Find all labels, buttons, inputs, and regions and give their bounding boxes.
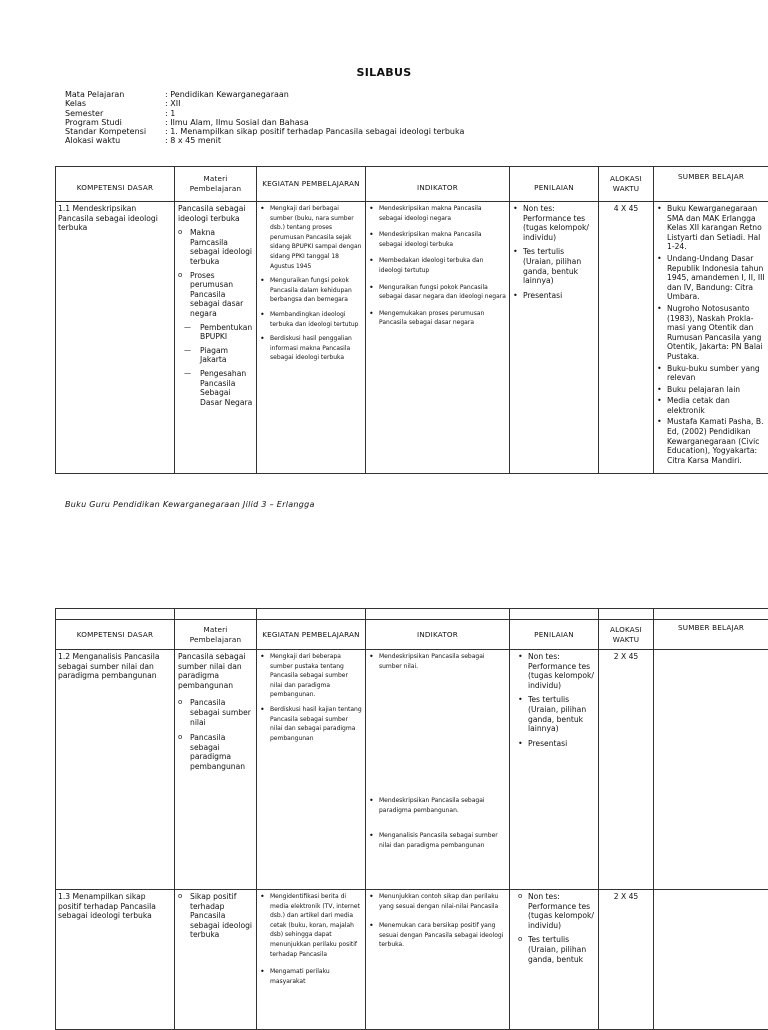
list-item: • Mendeskripsikan makna Pancasila sebagai ideologi terbuka [369, 230, 506, 249]
meta-row: Semester : 1 [65, 109, 464, 118]
penilaian-cell [510, 890, 599, 1030]
list-item: • Mengkaji dari beberapa sumber pustaka tentang Pancasila sebagai sumber nilai dan paradigma pembangunan. [260, 652, 362, 700]
header-kegiatan: KEGIATAN PEMBELAJARAN [257, 167, 366, 202]
indikator-cell [366, 650, 510, 890]
penilaian-cell [510, 650, 599, 890]
list-item: • Berdiskusi hasil penggalian informasi makna Pancasila sebagai ideologi terbuka [260, 334, 362, 363]
list-item: • Membandingkan ideologi terbuka dan ideologi tertutup [260, 310, 362, 329]
header-alokasi: ALOKASI WAKTU [599, 167, 654, 202]
list-item: • Presentasi [513, 291, 595, 301]
sumber-cell [654, 202, 768, 474]
alokasi-cell: 2 X 45 [599, 650, 654, 890]
list-item: • Presentasi [518, 739, 595, 749]
header-alokasi: ALOKASI WAKTU [599, 620, 654, 650]
meta-row: Standar Kompetensi : 1. Menampilkan sikap positif terhadap Pancasila sebagai ideologi terbuka [65, 127, 464, 136]
kompetensi-cell: 1.1 Mendeskripsikan Pancasila sebagai ideologi terbuka [56, 202, 175, 474]
list-item: • Mengamati perilaku masyarakat [260, 967, 362, 986]
header-sumber: SUMBER BELAJAR [654, 167, 768, 202]
list-item: o Proses perumusan Pancasila sebagai dasar negara [178, 271, 253, 319]
syllabus-table-2 [55, 608, 768, 1030]
list-item: • Mengkaji dari berbagai sumber (buku, nara sumber dsb.) tentang proses perumusan Pancasila sejak sidang BPUPKI sampai dengan sidang PPKI tanggal 18 Agustus 1945 [260, 204, 362, 271]
page-title: SILABUS [0, 66, 768, 79]
list-item: • Mendeskripsikan Pancasila sebagai sumber nilai. [369, 652, 506, 671]
sumber-cell [654, 890, 768, 1030]
list-item: • Non tes: Performance tes (tugas kelompok/ individu) [513, 204, 595, 242]
list-item: o Pancasila sebagai sumber nilai [178, 698, 253, 727]
table-row [56, 890, 768, 1030]
list-item: • Berdiskusi hasil kajian tentang Pancasila sebagai sumber nilai dan sebagai paradigma pembangunan [260, 705, 362, 743]
header-materi: Materi Pembelajaran [175, 620, 257, 650]
list-item: • Nugroho Notosusanto (1983), Naskah Prokla-masi yang Otentik dan Rumusan Pancasila yang Otentik, Jakarta: PN Balai Pustaka. [657, 304, 765, 362]
list-item: • Mendeskripsikan Pancasila sebagai paradigma pembangunan. [369, 796, 506, 815]
header-penilaian: PENILAIAN [510, 620, 599, 650]
list-item: • Mendeskripsikan makna Pancasila sebagai ideologi negara [369, 204, 506, 223]
meta-row: Kelas : XII [65, 99, 464, 108]
header-kompetensi: KOMPETENSI DASAR [56, 167, 175, 202]
header-indikator: INDIKATOR [366, 167, 510, 202]
list-item: • Buku pelajaran lain [657, 385, 765, 395]
indikator-cell [366, 202, 510, 474]
list-item: o Makna Pamcasila sebagai ideologi terbuka [178, 228, 253, 266]
table-header-row [56, 167, 768, 202]
list-item: o Tes tertulis (Uraian, pilihan ganda, bentuk [518, 935, 595, 964]
list-item: o Pancasila sebagai paradigma pembangunan [178, 733, 253, 771]
table-header-row [56, 620, 768, 650]
list-item: — Pengesahan Pancasila Sebagai Dasar Negara [184, 369, 253, 407]
table-row [56, 202, 768, 474]
syllabus-meta [65, 90, 464, 146]
sumber-cell [654, 650, 768, 890]
kompetensi-cell: 1.3 Menampilkan sikap positif terhadap Pancasila sebagai ideologi terbuka [56, 890, 175, 1030]
header-penilaian: PENILAIAN [510, 167, 599, 202]
footer-note: Buku Guru Pendidikan Kewarganegaraan Jilid 3 – Erlangga [65, 500, 315, 509]
materi-cell [175, 202, 257, 474]
list-item: • Non tes: Performance tes (tugas kelompok/ individu) [518, 652, 595, 690]
list-item: • Media cetak dan elektronik [657, 396, 765, 415]
list-item: • Buku Kewarganegaraan SMA dan MAK Erlangga Kelas XII karangan Retno Listyarti dan Setiadi. Hal 1-24. [657, 204, 765, 252]
list-item: • Menunjukkan contoh sikap dan perilaku yang sesuai dengan nilai-nilai Pancasila [369, 892, 506, 911]
list-item: o Non tes: Performance tes (tugas kelompok/ individu) [518, 892, 595, 930]
list-item: • Undang-Undang Dasar Republik Indonesia tahun 1945, amandemen I, II, III dan IV, Bandung: Citra Umbara. [657, 254, 765, 302]
header-kegiatan: KEGIATAN PEMBELAJARAN [257, 620, 366, 650]
table-row [56, 650, 768, 890]
penilaian-cell [510, 202, 599, 474]
list-item: — Pembentukan BPUPKI [184, 323, 253, 342]
header-indikator: INDIKATOR [366, 620, 510, 650]
materi-cell [175, 890, 257, 1030]
header-sumber: SUMBER BELAJAR [654, 620, 768, 650]
list-item: • Menganalisis Pancasila sebagai sumber nilai dan paradigma pembangunan [369, 831, 506, 850]
list-item: • Mengidentifikasi berita di media elektronik (TV, internet dsb.) dan artikel dari media cetak (buku, koran, majalah dsb) sehingga dapat menunjukkan perilaku positif terhadap Pancasila [260, 892, 362, 959]
list-item: • Menguraikan fungsi pokok Pancasila dalam kehidupan berbangsa dan bernegara [260, 276, 362, 305]
header-materi: Materi Pembelajaran [175, 167, 257, 202]
materi-intro: Pancasila sebagai ideologi terbuka [178, 204, 253, 223]
list-item: • Tes tertulis (Uraian, pilihan ganda, bentuk lainnya) [518, 695, 595, 733]
meta-row: Mata Pelajaran : Pendidikan Kewarganegaraan [65, 90, 464, 99]
alokasi-cell: 4 X 45 [599, 202, 654, 474]
list-item: • Buku-buku sumber yang relevan [657, 364, 765, 383]
header-kompetensi: KOMPETENSI DASAR [56, 620, 175, 650]
meta-row: Alokasi waktu : 8 x 45 menit [65, 136, 464, 145]
kegiatan-cell [257, 890, 366, 1030]
list-item: • Mengemukakan proses perumusan Pancasila sebagai dasar negara [369, 309, 506, 328]
list-item: • Membedakan ideologi terbuka dan ideologi tertutup [369, 256, 506, 275]
list-item: — Piagam Jakarta [184, 346, 253, 365]
meta-row: Program Studi : Ilmu Alam, Ilmu Sosial dan Bahasa [65, 118, 464, 127]
list-item: • Menguraikan fungsi pokok Pancasila sebagai dasar negara dan ideologi negara [369, 283, 506, 302]
list-item: • Tes tertulis (Uraian, pilihan ganda, bentuk lainnya) [513, 247, 595, 285]
indikator-cell [366, 890, 510, 1030]
table-spacer-row [56, 609, 768, 620]
list-item: • Mustafa Kamati Pasha, B. Ed, (2002) Pendidikan Kewarganegaraan (Civic Education), Yogyakarta: Citra Karsa Mandiri. [657, 417, 765, 465]
list-item: • Menemukan cara bersikap positif yang sesuai dengan Pancasila sebagai ideologi terbuka. [369, 921, 506, 950]
kegiatan-cell [257, 202, 366, 474]
syllabus-table-1 [55, 166, 768, 474]
kegiatan-cell [257, 650, 366, 890]
list-item: o Sikap positif terhadap Pancasila sebagai ideologi terbuka [178, 892, 253, 940]
kompetensi-cell: 1.2 Menganalisis Pancasila sebagai sumber nilai dan paradigma pembangunan [56, 650, 175, 890]
materi-cell [175, 650, 257, 890]
alokasi-cell: 2 X 45 [599, 890, 654, 1030]
materi-intro: Pancasila sebagai sumber nilai dan paradigma pembangunan [178, 652, 253, 690]
